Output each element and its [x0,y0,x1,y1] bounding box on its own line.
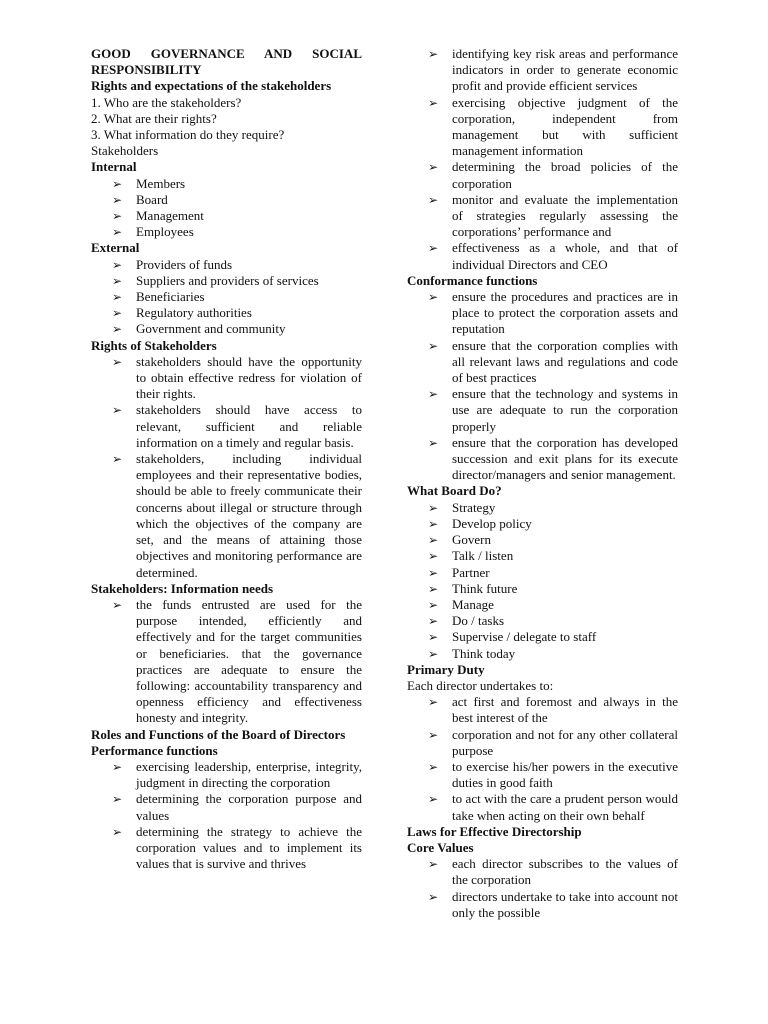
list-item-text: Government and community [136,321,286,337]
body-text-line: 1. Who are the stakeholders? [91,94,242,110]
bullet-list [407,856,678,921]
section-heading-external: External [91,240,140,256]
list-item [407,856,678,888]
list-item [91,208,362,224]
bullet-list [91,354,362,581]
list-item [407,192,678,241]
list-item [407,95,678,160]
list-item [91,597,362,727]
bullet-list [91,176,362,241]
arrow-bullet-icon: ➢ [112,452,123,467]
list-item [407,289,678,338]
list-item-text: stakeholders, including individual employees and their representative bodies, should be able to freely communicate their concerns about illegal or structure through which the objectives of the company are set, and the means of attaining those objectives and monitoring performance are determined. [136,451,362,580]
section-heading-what-board-do: What Board Do? [407,483,502,499]
list-item-text: Beneficiaries [136,289,205,305]
list-item [407,532,678,548]
list-item-text: Think future [452,580,518,596]
arrow-bullet-icon: ➢ [428,597,439,612]
section-heading-roles-and-functions-of-the-board-of-dire: Roles and Functions of the Board of Directors [91,726,346,742]
arrow-bullet-icon: ➢ [428,290,439,305]
arrow-bullet-icon: ➢ [112,257,123,272]
section-heading-stakeholders-information-needs: Stakeholders: Information needs [91,580,274,596]
list-item-text: ensure that the corporation complies with all relevant laws and regulations and code of best practices [452,337,678,386]
list-item [91,759,362,791]
arrow-bullet-icon: ➢ [428,533,439,548]
arrow-bullet-icon: ➢ [112,597,123,612]
list-item-text: ensure the procedures and practices are in place to protect the corporation assets and reputation [452,289,678,337]
list-item-text: corporation and not for any other collateral purpose [452,726,678,758]
list-item-text: Suppliers and providers of services [136,272,319,288]
list-item-text: effectiveness as a whole, and that of individual Directors and CEO [452,240,678,272]
list-item-text: ensure that the technology and systems in use are adequate to run the corporation properly [452,386,678,434]
section-heading-internal: Internal [91,159,137,175]
arrow-bullet-icon: ➢ [112,176,123,191]
list-item [91,192,362,208]
bullet-list [407,46,678,273]
list-item-text: Talk / listen [452,548,514,564]
arrow-bullet-icon: ➢ [112,403,123,418]
arrow-bullet-icon: ➢ [428,387,439,402]
arrow-bullet-icon: ➢ [428,759,439,774]
section-heading-core-values: Core Values [407,839,474,855]
list-item [407,500,678,516]
list-item [407,613,678,629]
left-column [91,46,362,872]
arrow-bullet-icon: ➢ [112,273,123,288]
list-item [407,581,678,597]
list-item-text: Manage [452,596,494,612]
section-heading-rights-and-expectations-of-the-stakehold: Rights and expectations of the stakeholders [91,78,332,94]
arrow-bullet-icon: ➢ [112,322,123,337]
bullet-list [407,289,678,483]
right-column [407,46,678,921]
list-item-text: Develop policy [452,515,532,531]
arrow-bullet-icon: ➢ [428,500,439,515]
arrow-bullet-icon: ➢ [112,306,123,321]
list-item [91,257,362,273]
arrow-bullet-icon: ➢ [428,581,439,596]
list-item [407,629,678,645]
bullet-list [407,694,678,824]
list-item [91,791,362,823]
section-heading-rights-of-stakeholders: Rights of Stakeholders [91,337,217,353]
list-item [407,791,678,823]
section-heading-performance-functions: Performance functions [91,742,218,758]
bullet-list [91,257,362,338]
document-title: GOOD GOVERNANCE AND SOCIAL RESPONSIBILITY [91,46,362,78]
list-item-text: determining the strategy to achieve the corporation values and to implement its values that is survive and thrives [136,823,362,872]
list-item-text: Partner [452,564,490,580]
list-item-text: act first and foremost and always in the best interest of the [452,694,678,726]
bullet-list [407,500,678,662]
arrow-bullet-icon: ➢ [112,792,123,807]
list-item-text: stakeholders should have the opportunity to obtain effective redress for violation of their rights. [136,353,362,402]
arrow-bullet-icon: ➢ [428,889,439,904]
list-item [407,548,678,564]
list-item [407,435,678,484]
arrow-bullet-icon: ➢ [112,354,123,369]
list-item [407,565,678,581]
list-item [407,646,678,662]
list-item [91,273,362,289]
arrow-bullet-icon: ➢ [428,565,439,580]
list-item [407,694,678,726]
body-text-line: Stakeholders [91,143,159,159]
list-item [91,224,362,240]
arrow-bullet-icon: ➢ [428,630,439,645]
list-item-text: Employees [136,224,194,240]
arrow-bullet-icon: ➢ [428,192,439,207]
list-item-text: Management [136,208,204,224]
list-item-text: Regulatory authorities [136,305,252,321]
list-item [407,727,678,759]
list-item [91,402,362,451]
section-heading-laws-for-effective-directorship: Laws for Effective Directorship [407,823,582,839]
list-item [407,516,678,532]
list-item-text: determining the broad policies of the corporation [452,159,678,191]
arrow-bullet-icon: ➢ [428,241,439,256]
list-item [407,240,678,272]
list-item-text: Board [136,191,168,207]
list-item-text: Govern [452,532,491,548]
arrow-bullet-icon: ➢ [428,614,439,629]
arrow-bullet-icon: ➢ [428,792,439,807]
list-item-text: the funds entrusted are used for the purpose intended, efficiently and effectively and for the target communities or beneficiaries. that the governance practices are adequate to ensure the following: accountability transparency and openness efficiency and effectiveness honesty and integrity. [136,596,362,726]
arrow-bullet-icon: ➢ [112,290,123,305]
list-item [407,159,678,191]
list-item [407,46,678,95]
body-text-line: 2. What are their rights? [91,110,217,126]
list-item-text: monitor and evaluate the implementation of strategies regularly assessing the corporations’ performance and [452,191,678,240]
list-item [407,759,678,791]
list-item-text: Think today [452,645,516,661]
list-item-text: determining the corporation purpose and values [136,791,362,823]
bullet-list [91,759,362,872]
arrow-bullet-icon: ➢ [112,824,123,839]
arrow-bullet-icon: ➢ [428,695,439,710]
arrow-bullet-icon: ➢ [112,225,123,240]
list-item [407,597,678,613]
list-item-text: Strategy [452,499,496,515]
arrow-bullet-icon: ➢ [428,160,439,175]
arrow-bullet-icon: ➢ [428,549,439,564]
bullet-list [91,597,362,727]
list-item [91,305,362,321]
list-item-text: stakeholders should have access to relevant, sufficient and reliable information on a timely and regular basis. [136,402,362,450]
list-item [91,354,362,403]
arrow-bullet-icon: ➢ [428,857,439,872]
arrow-bullet-icon: ➢ [428,338,439,353]
arrow-bullet-icon: ➢ [428,47,439,61]
section-heading-primary-duty: Primary Duty [407,661,485,677]
list-item-text: ensure that the corporation has developed succession and exit plans for its execute director/managers and senior management. [452,434,678,483]
section-heading-conformance-functions: Conformance functions [407,272,538,288]
arrow-bullet-icon: ➢ [428,516,439,531]
list-item-text: Members [136,175,186,191]
list-item [91,824,362,873]
body-text-line: Each director undertakes to: [407,677,554,693]
list-item [407,889,678,921]
list-item-text: to act with the care a prudent person would take when acting on their own behalf [452,791,678,823]
arrow-bullet-icon: ➢ [428,95,439,110]
arrow-bullet-icon: ➢ [112,192,123,207]
list-item [91,321,362,337]
list-item-text: Providers of funds [136,256,233,272]
arrow-bullet-icon: ➢ [428,435,439,450]
list-item [407,338,678,387]
arrow-bullet-icon: ➢ [112,209,123,224]
list-item [91,176,362,192]
list-item-text: to exercise his/her powers in the executive duties in good faith [452,758,678,791]
list-item [91,289,362,305]
body-text-line: 3. What information do they require? [91,127,285,143]
list-item-text: exercising objective judgment of the corporation, independent from management but with sufficient management information [452,94,678,159]
list-item-text: each director subscribes to the values of the corporation [452,856,678,888]
list-item-text: identifying key risk areas and performance indicators in order to generate economic profit and provide efficient services [452,46,678,94]
list-item-text: exercising leadership, enterprise, integrity, judgment in directing the corporation [136,758,362,791]
list-item-text: Do / tasks [452,613,504,629]
list-item [91,451,362,581]
list-item-text: Supervise / delegate to staff [452,629,597,645]
list-item [407,386,678,435]
arrow-bullet-icon: ➢ [428,727,439,742]
arrow-bullet-icon: ➢ [112,759,123,774]
list-item-text: directors undertake to take into account not only the possible [452,888,678,920]
arrow-bullet-icon: ➢ [428,646,439,661]
